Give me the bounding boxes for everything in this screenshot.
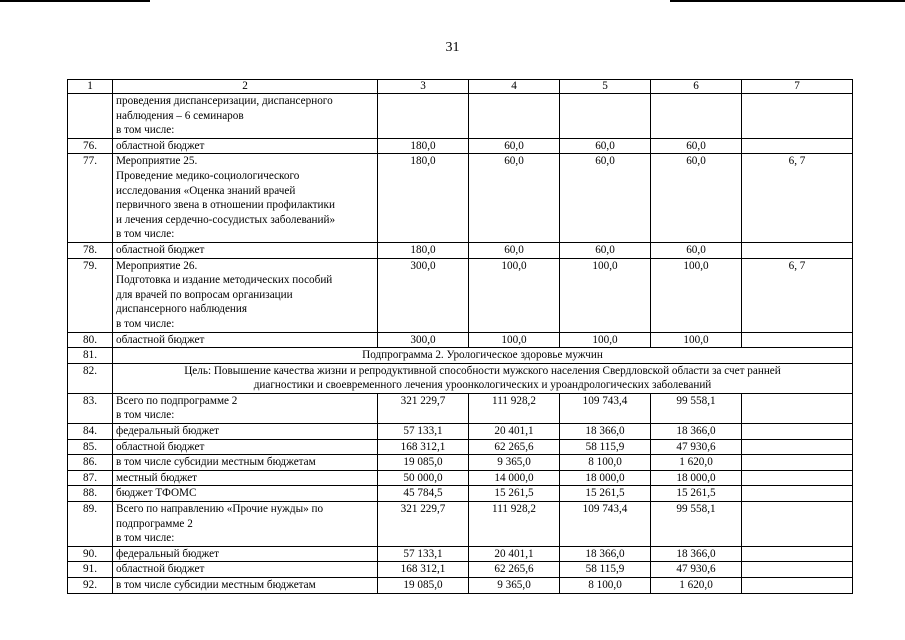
value-cell-col3 (378, 332, 469, 348)
value-cell-col4 (469, 424, 560, 440)
table-row (68, 138, 853, 154)
row-number-cell-text: 76. (83, 139, 97, 152)
row-number-cell-text: 84. (83, 425, 97, 438)
value-cell-col5 (560, 94, 651, 139)
value-cell-col5-text: 60,0 (595, 155, 615, 168)
row-number-cell-text: 81. (83, 349, 97, 362)
value-cell-col5 (560, 393, 651, 423)
row-number-cell (68, 332, 113, 348)
target-indicator-cell (742, 502, 853, 547)
value-cell-col4-text: 9 365,0 (497, 456, 531, 469)
value-cell-col3 (378, 470, 469, 486)
value-cell-col6-text: 60,0 (686, 155, 706, 168)
value-cell-col6 (651, 258, 742, 332)
value-cell-col6-text: 18 000,0 (676, 471, 716, 484)
value-cell-col6-text: 1 620,0 (679, 456, 713, 469)
value-cell-col5 (560, 470, 651, 486)
description-cell-text: бюджет ТФОМС (116, 487, 197, 500)
row-number-cell (68, 242, 113, 258)
row-number-cell-text: 79. (83, 259, 97, 272)
section-heading-cell-text: Цель: Повышение качества жизни и репродуктивной способности мужского населения Свердловской области за счет ранней диагностики и своевременного лечения уроонкологических и уроандрологических заболеваний (184, 364, 781, 392)
description-cell-text: Мероприятие 25. Проведение медико-социологического исследования «Оценка знаний врачей первичного звена в отношении профилактики и лечения сердечно-сосудистых заболеваний» в том числе: (116, 155, 336, 241)
value-cell-col5 (560, 242, 651, 258)
value-cell-col5 (560, 455, 651, 471)
value-cell-col5-text: 58 115,9 (585, 440, 625, 453)
target-indicator-cell-text: 6, 7 (788, 155, 806, 168)
row-number-cell-text: 88. (83, 487, 97, 500)
description-cell (113, 332, 378, 348)
value-cell-col5-text: 15 261,5 (585, 487, 625, 500)
description-cell-text: федеральный бюджет (116, 547, 219, 560)
target-indicator-cell (742, 486, 853, 502)
row-number-cell-text: 85. (83, 440, 97, 453)
value-cell-col6-text: 100,0 (683, 259, 709, 272)
value-cell-col5-text: 60,0 (595, 243, 615, 256)
value-cell-col6 (651, 486, 742, 502)
value-cell-col3-text: 300,0 (410, 259, 436, 272)
table-row (68, 94, 853, 139)
header-cell: 5 (560, 80, 651, 94)
row-number-cell-text: 82. (83, 364, 97, 377)
value-cell-col5 (560, 424, 651, 440)
description-cell-text: областной бюджет (116, 243, 205, 256)
value-cell-col5-text: 8 100,0 (588, 456, 622, 469)
description-cell-text: областной бюджет (116, 333, 205, 346)
row-number-cell-text: 77. (83, 155, 97, 168)
description-cell (113, 138, 378, 154)
value-cell-col3 (378, 439, 469, 455)
value-cell-col6-text: 99 558,1 (676, 503, 716, 516)
row-number-cell-text: 83. (83, 394, 97, 407)
value-cell-col3-text: 321 229,7 (400, 394, 446, 407)
section-heading-cell-text: Подпрограмма 2. Урологическое здоровье мужчин (362, 349, 603, 362)
value-cell-col6 (651, 439, 742, 455)
value-cell-col5 (560, 486, 651, 502)
value-cell-col5-text: 100,0 (592, 259, 618, 272)
value-cell-col4 (469, 94, 560, 139)
target-indicator-cell (742, 562, 853, 578)
row-number-cell-text: 78. (83, 243, 97, 256)
row-number-cell (68, 363, 113, 393)
value-cell-col6-text: 18 366,0 (676, 547, 716, 560)
value-cell-col3-text: 57 133,1 (403, 425, 443, 438)
page-edge-left (0, 0, 150, 2)
value-cell-col4 (469, 502, 560, 547)
value-cell-col6-text: 60,0 (686, 139, 706, 152)
value-cell-col5-text: 18 366,0 (585, 425, 625, 438)
value-cell-col3-text: 180,0 (410, 155, 436, 168)
value-cell-col6 (651, 470, 742, 486)
description-cell-text: местный бюджет (116, 471, 198, 484)
value-cell-col3-text: 321 229,7 (400, 503, 446, 516)
value-cell-col3 (378, 562, 469, 578)
target-indicator-cell (742, 424, 853, 440)
value-cell-col3-text: 180,0 (410, 139, 436, 152)
table-row (68, 546, 853, 562)
description-cell (113, 258, 378, 332)
row-number-cell-text: 91. (83, 563, 97, 576)
value-cell-col3 (378, 393, 469, 423)
table-row (68, 393, 853, 423)
row-number-cell-text: 89. (83, 503, 97, 516)
description-cell (113, 439, 378, 455)
table-row (68, 562, 853, 578)
value-cell-col4 (469, 332, 560, 348)
row-number-cell (68, 562, 113, 578)
table-row (68, 154, 853, 243)
value-cell-col4-text: 100,0 (501, 333, 527, 346)
description-cell-text: в том числе субсидии местным бюджетам (116, 579, 316, 591)
row-number-cell-text: 90. (83, 547, 97, 560)
description-cell-text: Мероприятие 26. Подготовка и издание методических пособий для врачей по вопросам организации диспансерного наблюдения в том числе: (116, 259, 333, 330)
row-number-cell-text: 87. (83, 471, 97, 484)
description-cell (113, 502, 378, 547)
row-number-cell (68, 546, 113, 562)
description-cell-text: проведения диспансеризации, диспансерного наблюдения – 6 семинаров в том числе: (116, 95, 333, 137)
description-cell (113, 94, 378, 139)
value-cell-col4-text: 111 928,2 (492, 394, 536, 407)
value-cell-col6-text: 18 366,0 (676, 425, 716, 438)
value-cell-col6-text: 60,0 (686, 243, 706, 256)
value-cell-col4 (469, 562, 560, 578)
value-cell-col6 (651, 94, 742, 139)
header-cell: 4 (469, 80, 560, 94)
row-number-cell (68, 154, 113, 243)
value-cell-col4 (469, 258, 560, 332)
value-cell-col5 (560, 154, 651, 243)
value-cell-col5-text: 109 743,4 (582, 394, 628, 407)
description-cell (113, 393, 378, 423)
description-cell-text: федеральный бюджет (116, 425, 219, 438)
description-cell (113, 562, 378, 578)
target-indicator-cell (742, 455, 853, 471)
row-number-cell (68, 486, 113, 502)
value-cell-col3 (378, 546, 469, 562)
value-cell-col3-text: 50 000,0 (403, 471, 443, 484)
value-cell-col3 (378, 154, 469, 243)
value-cell-col6 (651, 154, 742, 243)
description-cell-text: Всего по подпрограмме 2 в том числе: (116, 394, 238, 422)
description-cell-text: в том числе субсидии местным бюджетам (116, 456, 316, 469)
description-cell-text: областной бюджет (116, 440, 205, 453)
header-cell: 2 (113, 80, 378, 94)
description-cell (113, 546, 378, 562)
row-number-cell (68, 470, 113, 486)
value-cell-col4-text: 111 928,2 (492, 503, 536, 516)
budget-table (67, 79, 853, 594)
target-indicator-cell (742, 578, 853, 594)
target-indicator-cell (742, 138, 853, 154)
row-number-cell-text: 86. (83, 456, 97, 469)
target-indicator-cell (742, 242, 853, 258)
value-cell-col5-text: 18 366,0 (585, 547, 625, 560)
table-row (68, 242, 853, 258)
value-cell-col3 (378, 258, 469, 332)
value-cell-col3-text: 19 085,0 (403, 456, 443, 469)
target-indicator-cell (742, 470, 853, 486)
value-cell-col3 (378, 242, 469, 258)
value-cell-col5-text: 100,0 (592, 333, 618, 346)
target-indicator-cell (742, 258, 853, 332)
row-number-cell (68, 258, 113, 332)
target-indicator-cell (742, 154, 853, 243)
target-indicator-cell-text: 6, 7 (788, 259, 806, 272)
value-cell-col6 (651, 138, 742, 154)
value-cell-col5-text: 18 000,0 (585, 471, 625, 484)
value-cell-col6 (651, 546, 742, 562)
value-cell-col4 (469, 242, 560, 258)
value-cell-col4 (469, 546, 560, 562)
value-cell-col4 (469, 455, 560, 471)
row-number-cell (68, 94, 113, 139)
header-cell: 1 (68, 80, 113, 94)
value-cell-col3-text: 45 784,5 (403, 487, 443, 500)
table-row (68, 258, 853, 332)
row-number-cell (68, 502, 113, 547)
value-cell-col4-text: 100,0 (501, 259, 527, 272)
description-cell (113, 470, 378, 486)
value-cell-col6 (651, 393, 742, 423)
value-cell-col6 (651, 455, 742, 471)
value-cell-col4-text: 60,0 (504, 139, 524, 152)
description-cell (113, 455, 378, 471)
row-number-cell (68, 138, 113, 154)
value-cell-col4 (469, 486, 560, 502)
value-cell-col5 (560, 258, 651, 332)
table-row (68, 424, 853, 440)
page-number: 31 (445, 40, 460, 55)
value-cell-col5 (560, 138, 651, 154)
table-row (68, 332, 853, 348)
table-row (68, 439, 853, 455)
description-cell-text: областной бюджет (116, 139, 205, 152)
description-cell (113, 486, 378, 502)
value-cell-col6 (651, 332, 742, 348)
value-cell-col3 (378, 502, 469, 547)
target-indicator-cell (742, 393, 853, 423)
header-row (68, 80, 853, 94)
table-row (68, 470, 853, 486)
value-cell-col6 (651, 502, 742, 547)
value-cell-col3-text: 19 085,0 (403, 579, 443, 591)
section-heading-cell (113, 363, 853, 393)
value-cell-col3-text: 180,0 (410, 243, 436, 256)
value-cell-col4-text: 9 365,0 (497, 579, 531, 591)
row-number-cell (68, 439, 113, 455)
value-cell-col4 (469, 578, 560, 594)
value-cell-col4 (469, 154, 560, 243)
header-cell: 7 (742, 80, 853, 94)
value-cell-col4-text: 20 401,1 (494, 425, 534, 438)
value-cell-col6 (651, 578, 742, 594)
value-cell-col6 (651, 242, 742, 258)
value-cell-col4-text: 62 265,6 (494, 440, 534, 453)
target-indicator-cell (742, 546, 853, 562)
value-cell-col6 (651, 562, 742, 578)
value-cell-col6-text: 1 620,0 (679, 579, 713, 591)
value-cell-col4 (469, 439, 560, 455)
value-cell-col5-text: 58 115,9 (585, 563, 625, 576)
row-number-cell (68, 348, 113, 364)
description-cell-text: областной бюджет (116, 563, 205, 576)
target-indicator-cell (742, 439, 853, 455)
value-cell-col6-text: 47 930,6 (676, 563, 716, 576)
value-cell-col5 (560, 332, 651, 348)
value-cell-col3 (378, 455, 469, 471)
value-cell-col3 (378, 138, 469, 154)
value-cell-col3 (378, 94, 469, 139)
value-cell-col5 (560, 546, 651, 562)
value-cell-col6-text: 47 930,6 (676, 440, 716, 453)
value-cell-col5 (560, 502, 651, 547)
table-row (68, 363, 853, 393)
value-cell-col5 (560, 578, 651, 594)
row-number-cell (68, 393, 113, 423)
table-row (68, 486, 853, 502)
value-cell-col5-text: 8 100,0 (588, 579, 622, 591)
value-cell-col6-text: 15 261,5 (676, 487, 716, 500)
table-row (68, 502, 853, 547)
row-number-cell-text: 80. (83, 333, 97, 346)
description-cell (113, 154, 378, 243)
value-cell-col5-text: 60,0 (595, 139, 615, 152)
value-cell-col3 (378, 424, 469, 440)
value-cell-col5 (560, 439, 651, 455)
description-cell (113, 578, 378, 594)
table-row (68, 578, 853, 594)
value-cell-col3-text: 300,0 (410, 333, 436, 346)
value-cell-col5-text: 109 743,4 (582, 503, 628, 516)
row-number-cell (68, 455, 113, 471)
value-cell-col4-text: 60,0 (504, 243, 524, 256)
value-cell-col4-text: 15 261,5 (494, 487, 534, 500)
value-cell-col4 (469, 393, 560, 423)
value-cell-col3 (378, 486, 469, 502)
target-indicator-cell (742, 332, 853, 348)
value-cell-col6 (651, 424, 742, 440)
table-row (68, 348, 853, 364)
description-cell (113, 424, 378, 440)
row-number-cell-text: 92. (83, 579, 97, 591)
description-cell-text: Всего по направлению «Прочие нужды» по подпрограмме 2 в том числе: (116, 503, 324, 545)
value-cell-col3-text: 168 312,1 (400, 440, 446, 453)
header-cell: 3 (378, 80, 469, 94)
value-cell-col6-text: 100,0 (683, 333, 709, 346)
value-cell-col6-text: 99 558,1 (676, 394, 716, 407)
value-cell-col3 (378, 578, 469, 594)
page-edge-right (670, 0, 905, 2)
table-row (68, 455, 853, 471)
row-number-cell (68, 578, 113, 594)
target-indicator-cell (742, 94, 853, 139)
section-heading-cell (113, 348, 853, 364)
value-cell-col4 (469, 470, 560, 486)
header-cell: 6 (651, 80, 742, 94)
value-cell-col4-text: 62 265,6 (494, 563, 534, 576)
value-cell-col3-text: 57 133,1 (403, 547, 443, 560)
value-cell-col4-text: 20 401,1 (494, 547, 534, 560)
row-number-cell (68, 424, 113, 440)
value-cell-col3-text: 168 312,1 (400, 563, 446, 576)
value-cell-col4-text: 60,0 (504, 155, 524, 168)
value-cell-col4 (469, 138, 560, 154)
value-cell-col5 (560, 562, 651, 578)
value-cell-col4-text: 14 000,0 (494, 471, 534, 484)
description-cell (113, 242, 378, 258)
